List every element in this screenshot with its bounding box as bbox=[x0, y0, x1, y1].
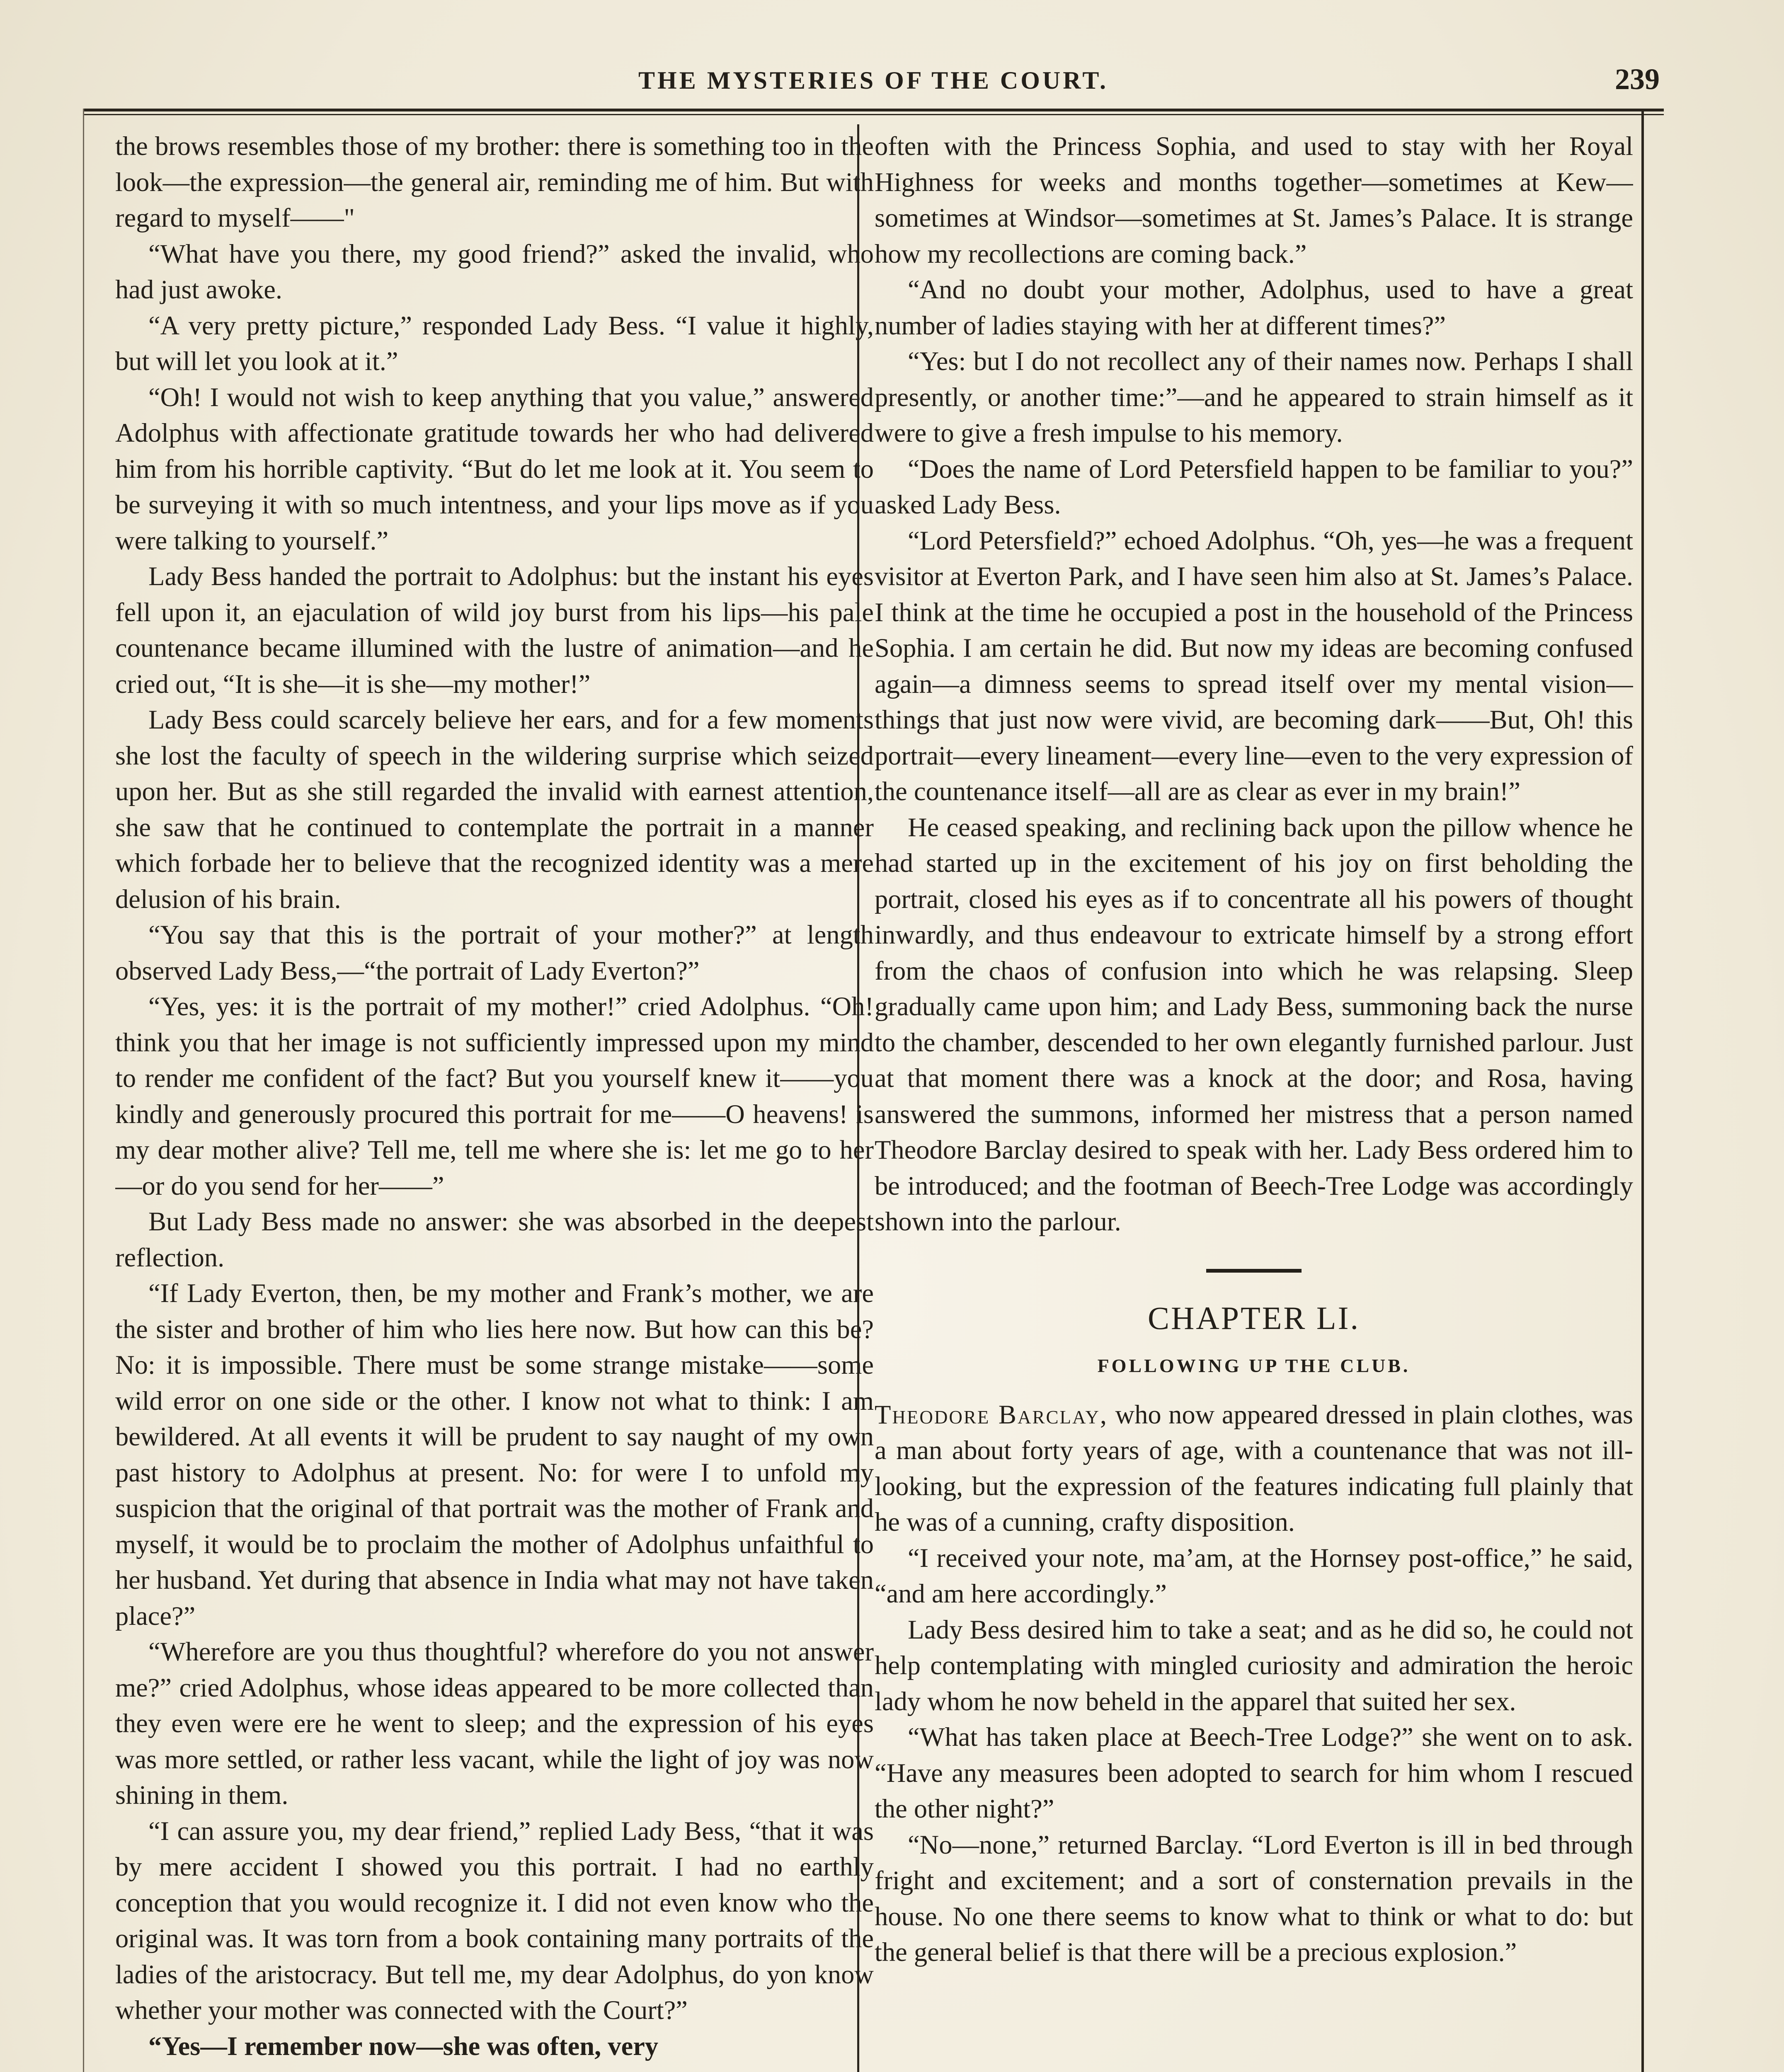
chapter-title: CHAPTER LI. bbox=[1148, 1300, 1360, 1336]
paragraph: “And no doubt your mother, Adolphus, used to have a great number of ladies staying with her at different times?” bbox=[875, 275, 1633, 340]
header-rule bbox=[83, 109, 1664, 115]
paragraph: Lady Bess desired him to take a seat; and as he did so, he could not help contemplating with mingled curiosity and admiration the heroic lady whom he now beheld in the apparel that suited her sex. bbox=[875, 1615, 1633, 1716]
paragraph: “Yes: but I do not recollect any of their names now. Perhaps I shall presently, or another time:”—and he appeared to strain himself as it were to give a fresh impulse to his memory. bbox=[875, 346, 1633, 448]
chapter-lead-name: Theodore Barclay, bbox=[875, 1399, 1108, 1429]
left-column bbox=[115, 128, 874, 2072]
paragraph: “I can assure you, my dear friend,” replied Lady Bess, “that it was by mere accident I showed you this portrait. I had no earthly conception that you would recognize it. I did not even know who the original was. It was torn from a book containing many portraits of the ladies of the aristocracy. But tell me, my dear Adolphus, do yon know whether your mother was connected with the Court?” bbox=[115, 1816, 874, 2025]
paragraph: “I received your note, ma’am, at the Hornsey post-office,” he said, “and am here accordingly.” bbox=[875, 1543, 1633, 1608]
paragraph: “Yes, yes: it is the portrait of my mother!” cried Adolphus. “Oh! think you that her image is not sufficiently impressed upon my mind to render me confident of the fact? But you yourself knew it——you kindly and generously procured this portrait for me——O heavens! is my dear mother alive? Tell me, tell me where she is: let me go to her—or do you send for her——” bbox=[115, 992, 874, 1201]
paragraph: “If Lady Everton, then, be my mother and Frank’s mother, we are the sister and brother of him who lies here now. But how can this be? No: it is impossible. There must be some strange mistake——some wild error on one side or the other. I know not what to think: I am bewildered. At all events it will be prudent to say naught of my own past history to Adolphus at present. No: for were I to unfold my suspicion that the original of that portrait was the mother of Frank and myself, it would be to proclaim the mother of Adolphus unfaithful to her husband. Yet during that absence in India what may not have taken place?” bbox=[115, 1278, 874, 1631]
paragraph: “Oh! I would not wish to keep anything that you value,” answered Adolphus with affectionate gratitude towards her who had delivered him from his horrible captivity. “But do let me look at it. You seem to be surveying it with so much intentness, and your lips move as if you were talking to yourself.” bbox=[115, 382, 874, 555]
paragraph: often with the Princess Sophia, and used to stay with her Royal Highness for weeks and months together—sometimes at Kew—sometimes at Windsor—sometimes at St. James’s Palace. It is strange how my recollections are coming back.” bbox=[875, 131, 1633, 269]
paragraph: “Lord Petersfield?” echoed Adolphus. “Oh, yes—he was a frequent visitor at Everton Park, and I have seen him also at St. James’s Palace. I think at the time he occupied a post in the household of the Princess Sophia. I am certain he did. But now my ideas are becoming confused again—a dimness seems to spread itself over my mental vision—things that just now were vivid, are becoming dark——But, Oh! this portrait—every lineament—every line—even to the very expression of the countenance itself—all are as clear as ever in my brain!” bbox=[875, 525, 1633, 806]
paragraph: “What has taken place at Beech-Tree Lodge?” she went on to ask. “Have any measures been adopted to search for him whom I rescued the other night?” bbox=[875, 1722, 1633, 1823]
paragraph: “Wherefore are you thus thoughtful? wherefore do you not answer me?” cried Adolphus, whose ideas appeared to be more collected than they even were ere he went to sleep; and the expression of his eyes was more settled, or rather less vacant, while the light of joy was now shining in them. bbox=[115, 1637, 874, 1810]
right-column bbox=[875, 128, 1633, 2072]
running-header bbox=[87, 58, 1660, 104]
chapter-opening-paragraph bbox=[875, 1397, 1633, 1540]
paragraph: Lady Bess could scarcely believe her ears, and for a few moments she lost the faculty of speech in the wildering surprise which seized upon her. But as she still regarded the invalid with earnest attention, she saw that he continued to contemplate the portrait in a manner which forbade her to believe that the recognized identity was a mere delusion of his brain. bbox=[115, 705, 874, 914]
chapter-subtitle: FOLLOWING UP THE CLUB. bbox=[1097, 1355, 1411, 1376]
paragraph: Lady Bess handed the portrait to Adolphus: but the instant his eyes fell upon it, an ejaculation of wild joy burst from his lips—his pale countenance became illumined with the lustre of animation—and he cried out, “It is she—it is she—my mother!” bbox=[115, 562, 874, 699]
paragraph: “Yes—I remember now—she was often, very bbox=[148, 2031, 659, 2061]
chapter-opening-text: who now appeared dressed in plain clothes, was a man about forty years of age, with a countenance that was not ill-looking, but the expression of the features indicating full plainly that he was of a cunning, crafty disposition. bbox=[875, 1399, 1633, 1537]
running-title: THE MYSTERIES OF THE COURT. bbox=[638, 67, 1108, 94]
paragraph: “What have you there, my good friend?” asked the invalid, who had just awoke. bbox=[115, 239, 874, 304]
paragraph: “A very pretty picture,” responded Lady Bess. “I value it highly, but will let you look at it.” bbox=[115, 310, 874, 376]
chapter-separator-rule bbox=[1206, 1269, 1302, 1273]
right-border-rule bbox=[1641, 109, 1644, 2072]
left-border-rule bbox=[83, 109, 84, 2072]
paragraph: But Lady Bess made no answer: she was absorbed in the deepest reflection. bbox=[115, 1207, 874, 1272]
paragraph: He ceased speaking, and reclining back upon the pillow whence he had started up in the excitement of his joy on first beholding the portrait, closed his eyes as if to concentrate all his powers of thought inwardly, and thus endeavour to extricate himself by a strong effort from the chaos of confusion into which he was relapsing. Sleep gradually came upon him; and Lady Bess, summoning back the nurse to the chamber, descended to her own elegantly furnished parlour. Just at that moment there was a knock at the door; and Rosa, having answered the summons, informed her mistress that a person named Theodore Barclay desired to speak with her. Lady Bess ordered him to be introduced; and the footman of Beech-Tree Lodge was accordingly shown into the parlour. bbox=[875, 812, 1633, 1236]
paragraph: “You say that this is the portrait of your mother?” at length observed Lady Bess,—“the portrait of Lady Everton?” bbox=[115, 920, 874, 985]
paragraph: “No—none,” returned Barclay. “Lord Everton is ill in bed through fright and excitement; and a sort of consternation prevails in the house. No one there seems to know what to think or what to do: but the general belief is that there will be a precious explosion.” bbox=[875, 1830, 1633, 1967]
paragraph: “Does the name of Lord Petersfield happen to be familiar to you?” asked Lady Bess. bbox=[875, 454, 1633, 519]
paragraph: the brows resembles those of my brother: there is something too in the look—the expression—the general air, reminding me of him. But with regard to myself——" bbox=[115, 131, 874, 232]
page-number: 239 bbox=[1615, 63, 1660, 96]
